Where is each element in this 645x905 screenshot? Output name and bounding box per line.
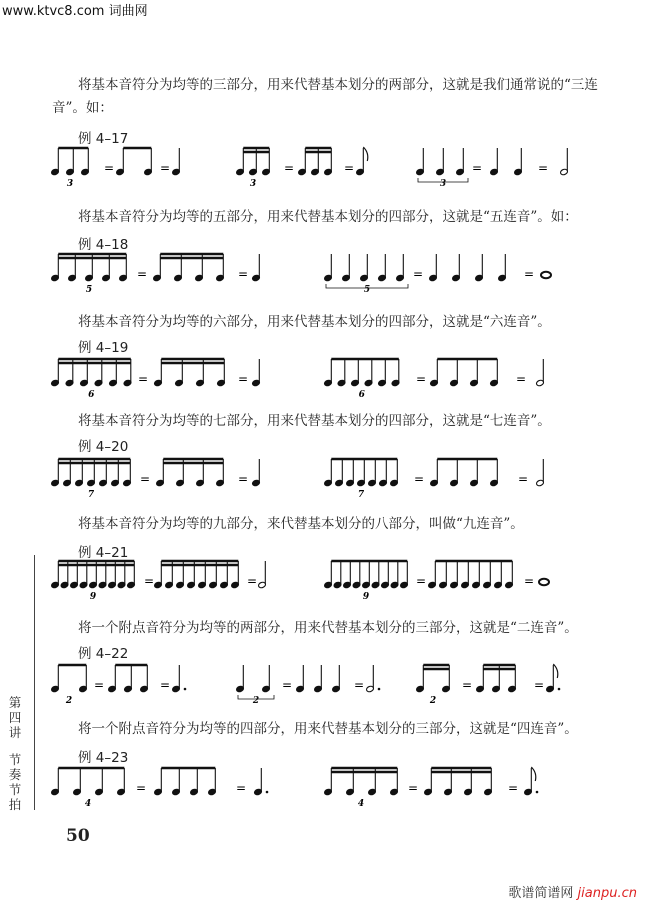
sidebar-rule bbox=[34, 555, 35, 810]
paragraph-triplet: 将基本音符分为均等的三部分，用来代替基本划分的两部分，这就是我们通常说的“三连音”。如： bbox=[52, 77, 598, 116]
sidebar-chapter: 第四讲 bbox=[8, 695, 22, 740]
note-flag bbox=[553, 664, 558, 678]
note-flag bbox=[363, 147, 368, 161]
augmentation-dot bbox=[184, 688, 187, 691]
equals-sign: = bbox=[416, 574, 427, 588]
whole-note bbox=[539, 579, 549, 585]
tuplet-number: 6 bbox=[88, 390, 95, 400]
tuplet-number: 4 bbox=[84, 799, 92, 809]
whole-note bbox=[541, 272, 551, 278]
equals-sign: = bbox=[140, 472, 151, 486]
paragraph-quadruplet: 将一个附点音符分为均等的四部分，用来代替基本划分的三部分，这就是“四连音”。 bbox=[78, 721, 578, 737]
equals-sign: = bbox=[238, 472, 249, 486]
watermark-top: www.ktvc8.com 词曲网 bbox=[2, 4, 148, 19]
equals-sign: = bbox=[416, 372, 427, 386]
paragraph-duplet: 将一个附点音符分为均等的两部分，用来代替基本划分的三部分，这就是“二连音”。 bbox=[78, 620, 578, 636]
equals-sign: = bbox=[524, 267, 535, 281]
equals-sign: = bbox=[413, 267, 424, 281]
equals-sign: = bbox=[344, 161, 355, 175]
watermark-site: 歌谱简谱网 bbox=[508, 886, 574, 901]
example-4-20: 例 4–20 bbox=[78, 439, 129, 455]
paragraph-quintuplet: 将基本音符分为均等的五部分，用来代替基本划分的四部分，这就是“五连音”。如： bbox=[78, 209, 578, 225]
equals-sign: = bbox=[354, 678, 365, 692]
equals-sign: = bbox=[516, 372, 527, 386]
equals-sign: = bbox=[472, 161, 483, 175]
tuplet-number: 5 bbox=[85, 285, 93, 295]
equals-sign: = bbox=[524, 574, 535, 588]
equals-sign: = bbox=[238, 372, 249, 386]
tuplet-number: 4 bbox=[357, 799, 365, 809]
augmentation-dot bbox=[266, 791, 269, 794]
tuplet-number: 9 bbox=[89, 592, 97, 602]
equals-sign: = bbox=[518, 472, 529, 486]
example-4-22: 例 4–22 bbox=[78, 646, 129, 662]
tuplet-number: 2 bbox=[65, 696, 73, 706]
tuplet-number: 7 bbox=[357, 490, 365, 500]
equals-sign: = bbox=[104, 161, 115, 175]
equals-sign: = bbox=[160, 678, 171, 692]
equals-sign: = bbox=[508, 781, 519, 795]
tuplet-number: 3 bbox=[249, 179, 257, 189]
tuplet-number: 9 bbox=[362, 592, 370, 602]
watermark-bottom bbox=[508, 882, 637, 901]
equals-sign: = bbox=[160, 161, 171, 175]
tuplet-number: 5 bbox=[363, 285, 371, 295]
augmentation-dot bbox=[558, 688, 561, 691]
sidebar-title: 节奏节拍 bbox=[8, 752, 22, 812]
example-4-18: 例 4–18 bbox=[78, 237, 129, 253]
equals-sign: = bbox=[408, 781, 419, 795]
tuplet-number: 2 bbox=[429, 696, 437, 706]
equals-sign: = bbox=[136, 781, 147, 795]
equals-sign: = bbox=[238, 267, 249, 281]
note-flag bbox=[531, 767, 536, 781]
watermark-domain: jianpu.cn bbox=[577, 886, 637, 901]
equals-sign: = bbox=[236, 781, 247, 795]
equals-sign: = bbox=[538, 161, 549, 175]
equals-sign: = bbox=[144, 574, 155, 588]
equals-sign: = bbox=[462, 678, 473, 692]
equals-sign: = bbox=[282, 678, 293, 692]
tuplet-number: 3 bbox=[439, 179, 447, 189]
tuplet-number: 6 bbox=[358, 390, 365, 400]
tuplet-number: 7 bbox=[87, 490, 95, 500]
example-4-21: 例 4–21 bbox=[78, 545, 129, 561]
equals-sign: = bbox=[247, 574, 258, 588]
example-4-23: 例 4–23 bbox=[78, 750, 129, 766]
equals-sign: = bbox=[534, 678, 545, 692]
example-4-19: 例 4–19 bbox=[78, 340, 129, 356]
example-4-17: 例 4–17 bbox=[78, 131, 129, 147]
paragraph-nonuplet: 将基本音符分为均等的九部分，来代替基本划分的八部分，叫做“九连音”。 bbox=[78, 516, 524, 532]
augmentation-dot bbox=[536, 791, 539, 794]
equals-sign: = bbox=[138, 372, 149, 386]
equals-sign: = bbox=[284, 161, 295, 175]
paragraph-sextuplet: 将基本音符分为均等的六部分，用来代替基本划分的四部分，这就是“六连音”。 bbox=[78, 314, 551, 330]
page-number: 50 bbox=[66, 826, 90, 846]
paragraph-septuplet: 将基本音符分为均等的七部分，用来代替基本划分的四部分，这就是“七连音”。 bbox=[78, 413, 551, 429]
augmentation-dot bbox=[378, 688, 381, 691]
equals-sign: = bbox=[137, 267, 148, 281]
equals-sign: = bbox=[94, 678, 105, 692]
equals-sign: = bbox=[414, 472, 425, 486]
tuplet-number: 3 bbox=[66, 179, 74, 189]
tuplet-number: 2 bbox=[252, 696, 260, 706]
